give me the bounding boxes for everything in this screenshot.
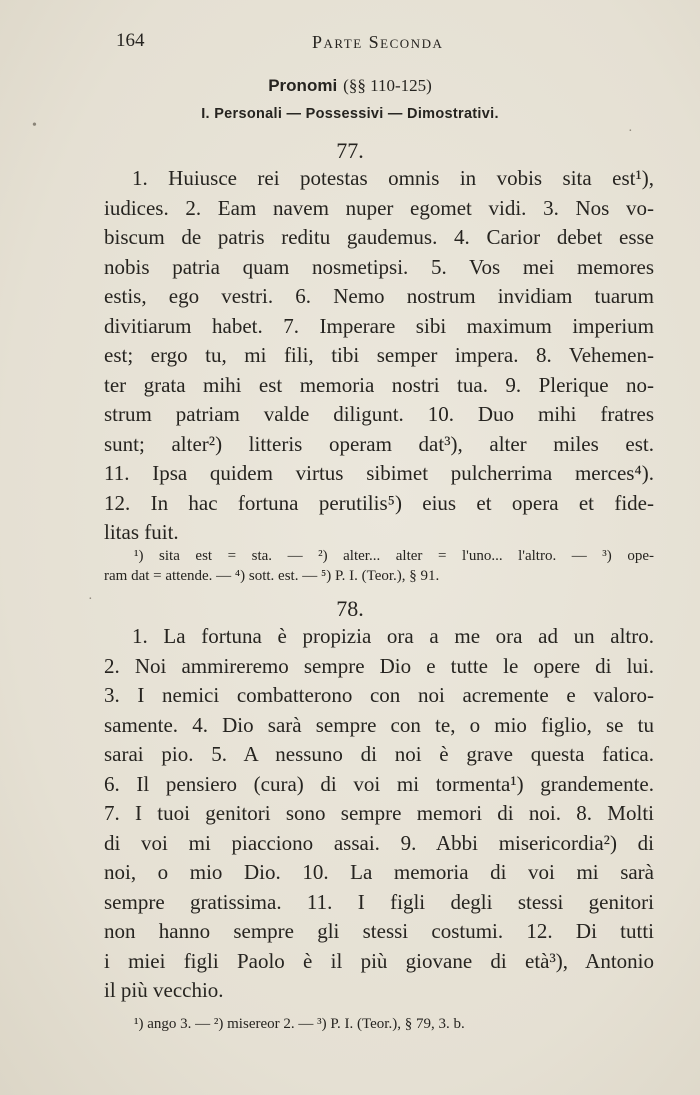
running-head: Parte Seconda xyxy=(312,32,444,52)
exercise-77-line: strum patriam valde diligunt. 10. Duo mihi fratres xyxy=(104,402,654,426)
footnote-line: ram dat = attende. — ⁴) sott. est. — ⁵) P. I. (Teor.), § 91. xyxy=(104,568,440,584)
exercise-78-line: sarai pio. 5. A nessuno di noi è grave questa fatica. xyxy=(104,742,654,766)
exercise-78-line: il più vecchio. xyxy=(104,978,224,1002)
exercise-77-line: 1. Huiusce rei potestas omnis in vobis sita est¹), xyxy=(132,166,654,190)
exercise-78-number: 78. xyxy=(336,596,364,621)
exercise-78-text xyxy=(104,622,654,1006)
exercise-77-line: 12. In hac fortuna perutilis⁵) eius et opera et fide- xyxy=(104,490,654,515)
exercise-77-line: 11. Ipsa quidem virtus sibimet pulcherrima merces⁴). xyxy=(104,461,654,485)
exercise-78-line: 3. I nemici combatterono con noi acremente e valoro- xyxy=(104,683,654,707)
margin-mark: • xyxy=(32,118,37,133)
exercise-77-text xyxy=(104,164,654,548)
exercise-77-line: nobis patria quam nosmetipsi. 5. Vos mei memores xyxy=(104,254,654,279)
exercise-77-line: iudices. 2. Eam navem nuper egomet vidi. 3. Nos vo- xyxy=(104,195,654,220)
exercise-77-line: litas fuit. xyxy=(104,520,179,544)
margin-mark: · xyxy=(88,592,93,607)
exercise-77-footnotes xyxy=(104,546,654,586)
footnote-line: ¹) ango 3. — ²) misereor 2. — ³) P. I. (Teor.), § 79, 3. b. xyxy=(134,1016,465,1032)
footnote-line: ¹) sita est = sta. — ²) alter... alter = l'uno... l'altro. — ³) ope- xyxy=(134,548,654,564)
exercise-78-line: non hanno sempre gli stessi costumi. 12. Di tutti xyxy=(104,919,654,943)
section-subtitle: I. Personali — Possessivi — Dimostrativi. xyxy=(201,106,499,122)
margin-mark: · xyxy=(628,124,633,139)
page-number: 164 xyxy=(116,30,145,51)
exercise-78-line: di voi mi piacciono assai. 9. Abbi misericordia²) di xyxy=(104,830,654,855)
exercise-77-number: 77. xyxy=(336,138,364,163)
exercise-78-line: 7. I tuoi genitori sono sempre memori di noi. 8. Molti xyxy=(104,801,654,825)
exercise-77-line: sunt; alter²) litteris operam dat³), alter miles est. xyxy=(104,431,654,456)
exercise-77-line: biscum de patris reditu gaudemus. 4. Carior debet esse xyxy=(104,225,654,249)
section-title-range: (§§ 110-125) xyxy=(343,76,432,95)
exercise-78-line: 2. Noi ammireremo sempre Dio e tutte le opere di lui. xyxy=(104,653,654,678)
exercise-78-line: sempre gratissima. 11. I figli degli stessi genitori xyxy=(104,889,654,914)
section-title-bold: Pronomi xyxy=(268,76,338,95)
exercise-78-line: 1. La fortuna è propizia ora a me ora ad un altro. xyxy=(132,624,654,648)
exercise-78-footnotes xyxy=(104,1014,654,1034)
exercise-78-line: 6. Il pensiero (cura) di voi mi tormenta¹) grandemente. xyxy=(104,771,654,796)
exercise-77-line: ter grata mihi est memoria nostri tua. 9. Plerique no- xyxy=(104,372,654,397)
exercise-77-line: est; ergo tu, mi fili, tibi semper impera. 8. Vehemen- xyxy=(104,343,654,367)
exercise-78-line: i miei figli Paolo è il più giovane di età³), Antonio xyxy=(104,948,654,973)
exercise-77-line: divitiarum habet. 7. Imperare sibi maximum imperium xyxy=(104,313,654,338)
exercise-78-line: noi, o mio Dio. 10. La memoria di voi mi sarà xyxy=(104,860,654,884)
exercise-78-line: samente. 4. Dio sarà sempre con te, o mio figlio, se tu xyxy=(104,712,654,737)
exercise-77-line: estis, ego vestri. 6. Nemo nostrum invidiam tuarum xyxy=(104,284,654,308)
section-title xyxy=(0,76,700,96)
